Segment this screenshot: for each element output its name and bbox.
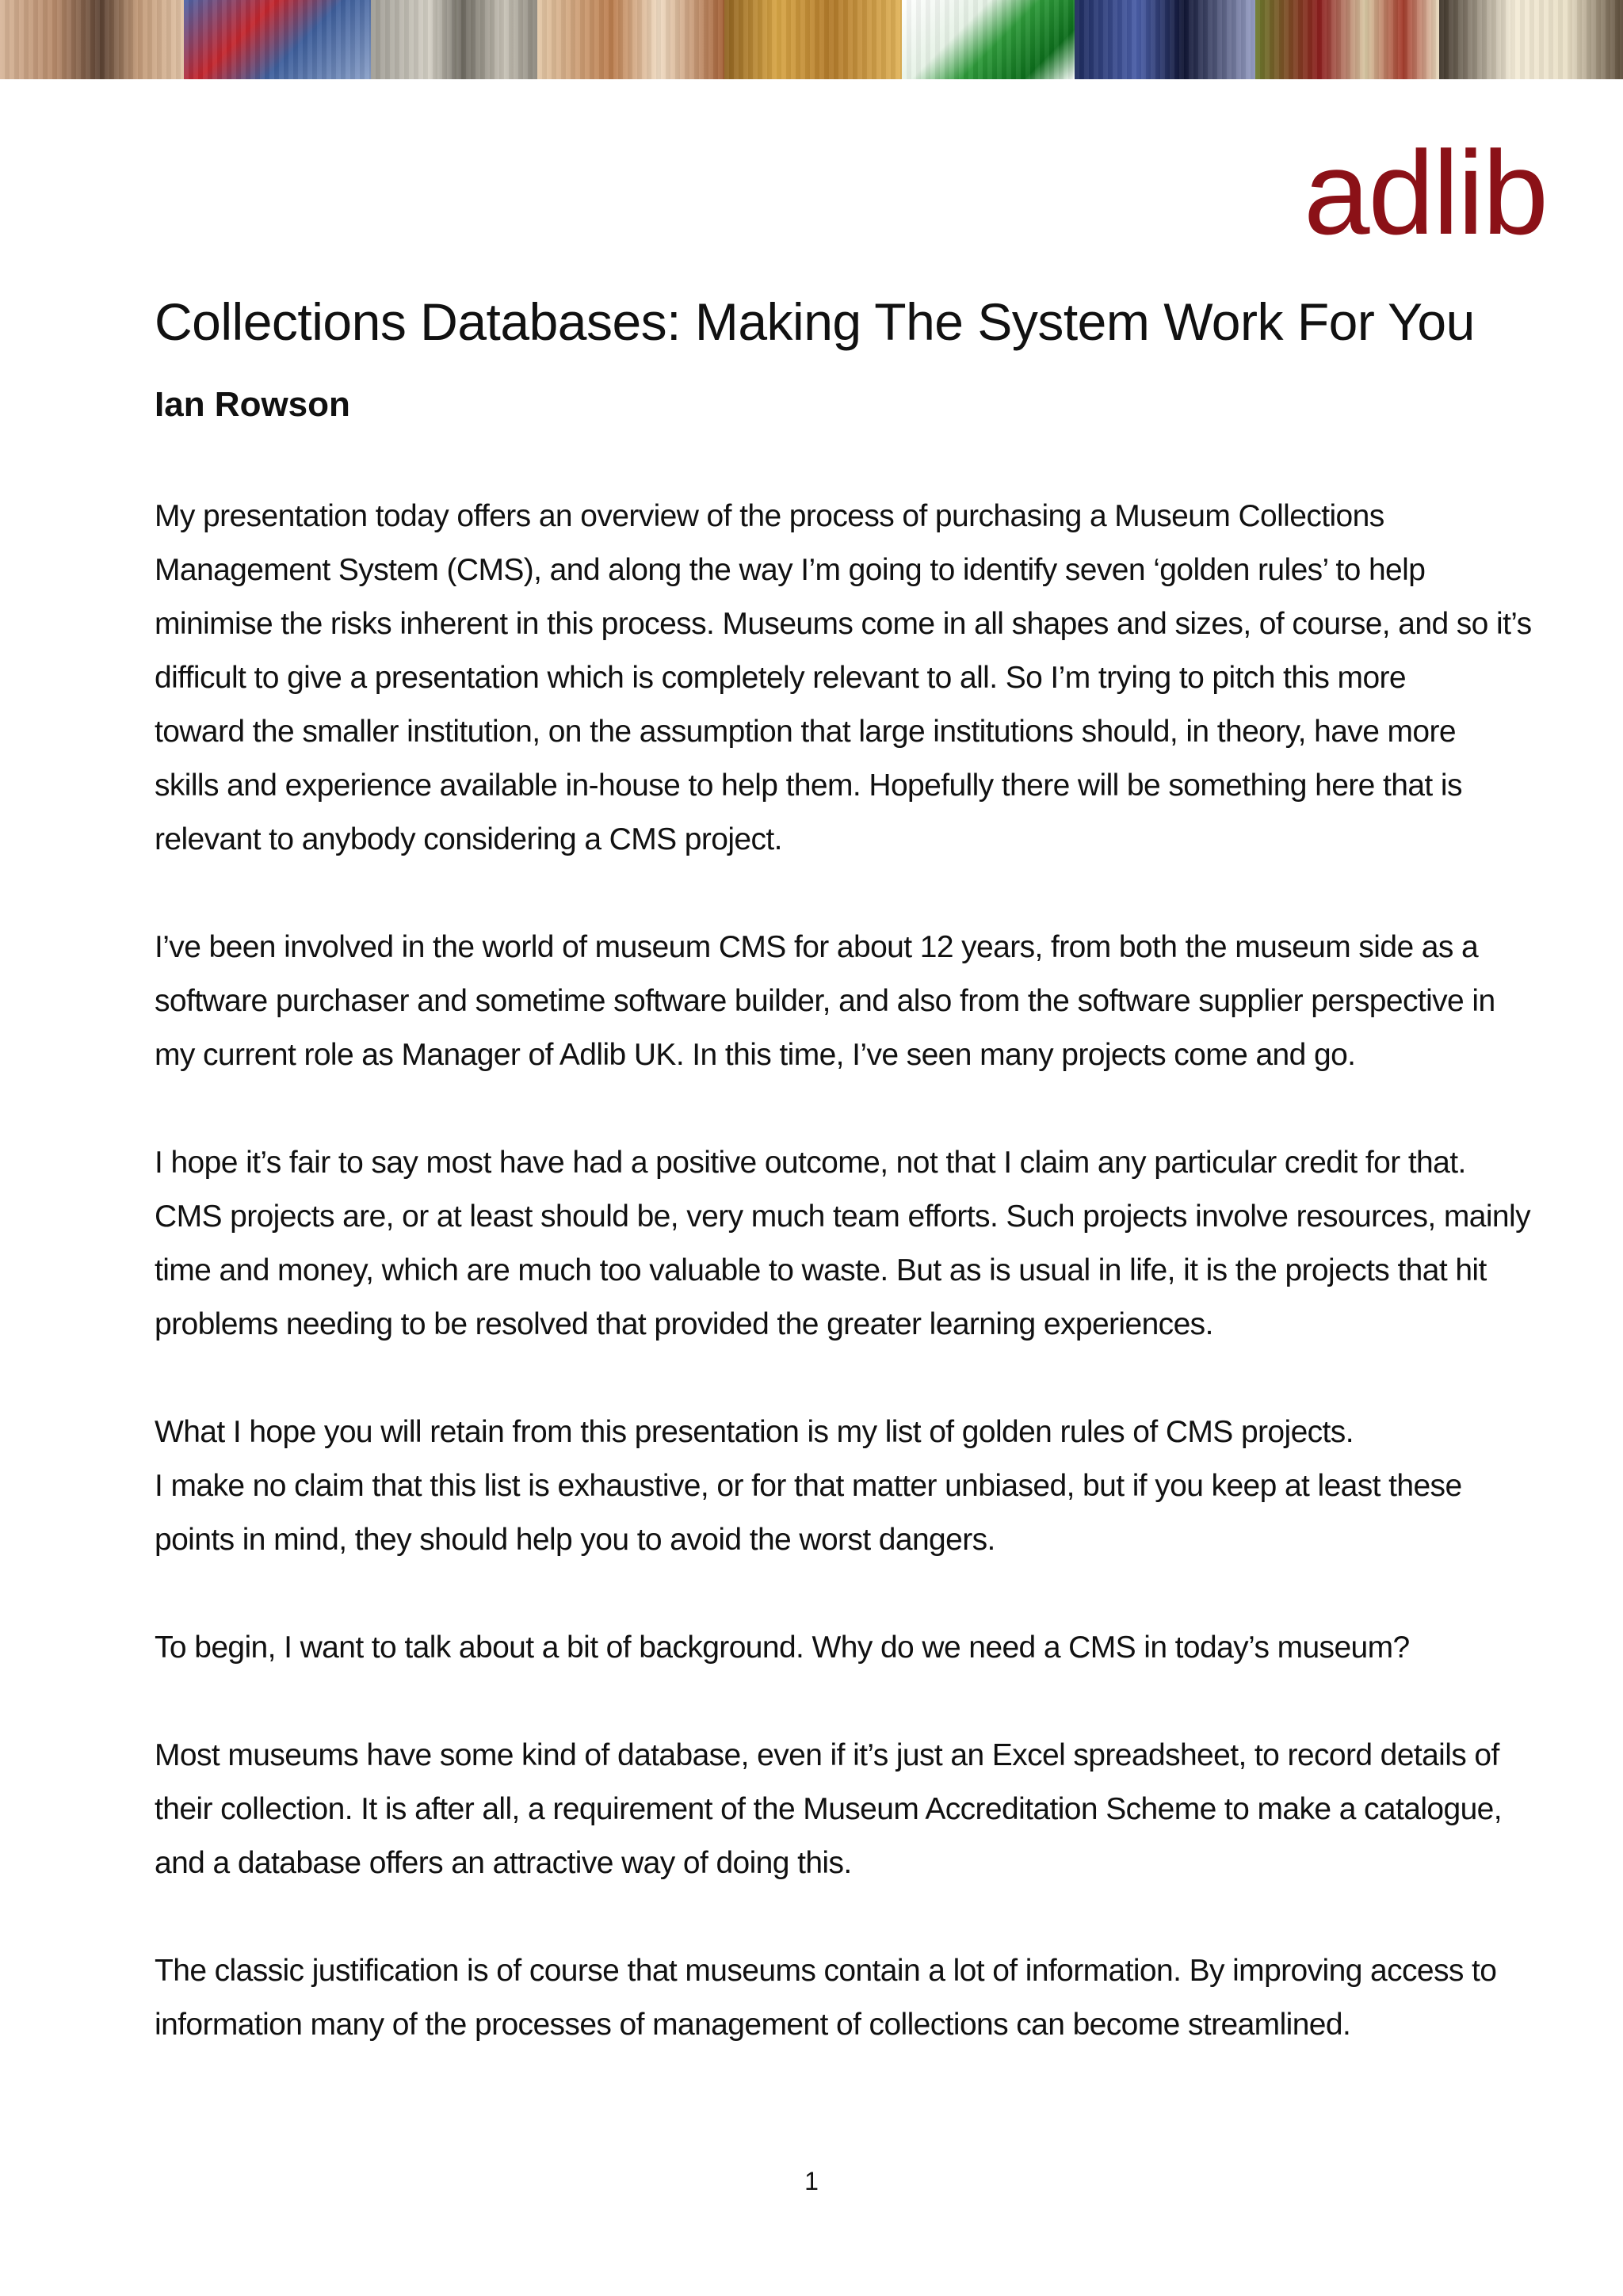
text-line: information many of the processes of management of collections can become streamlined. — [155, 2008, 1351, 2042]
card-index-drawers-image — [724, 0, 902, 79]
header-photo-strip — [0, 0, 1623, 79]
text-line: minimise the risks inherent in this process. Museums come in all shapes and sizes, of course, and so it’s — [155, 607, 1532, 641]
green-cubes-image — [902, 0, 1075, 79]
text-line: software purchaser and sometime software builder, and also from the software supplier perspective in — [155, 984, 1495, 1018]
text-line: Most museums have some kind of database, even if it’s just an Excel spreadsheet, to record details of — [155, 1738, 1499, 1772]
page-number: 1 — [804, 2167, 819, 2195]
paragraph-experience — [155, 921, 1495, 1082]
text-line: The classic justification is of course that museums contain a lot of information. By improving access to — [155, 1954, 1497, 1988]
text-line: Management System (CMS), and along the way I’m going to identify seven ‘golden rules’ to help — [155, 553, 1426, 587]
film-canister-image — [1075, 0, 1255, 79]
wax-seal-letter-image — [1255, 0, 1439, 79]
document-title: Collections Databases: Making The System Work For You — [155, 292, 1475, 351]
text-line: CMS projects are, or at least should be, very much team efforts. Such projects involve resources, mainly — [155, 1199, 1530, 1234]
carved-figures-image — [371, 0, 537, 79]
paragraph-databases — [155, 1729, 1502, 1890]
text-line: difficult to give a presentation which is completely relevant to all. So I’m trying to pitch this more — [155, 661, 1407, 695]
eye-photo-image — [0, 0, 184, 79]
text-line: skills and experience available in-house to help them. Hopefully there will be something here that is — [155, 769, 1462, 803]
paragraph-background — [155, 1621, 1486, 1675]
painting-fragment-image — [184, 0, 371, 79]
text-line: My presentation today offers an overview of the process of purchasing a Museum Collections — [155, 499, 1384, 533]
text-line: my current role as Manager of Adlib UK. In this time, I’ve seen many projects come and go. — [155, 1038, 1356, 1072]
paragraph-outcomes — [155, 1136, 1530, 1352]
text-line: I hope it’s fair to say most have had a positive outcome, not that I claim any particular credit for that. — [155, 1146, 1466, 1180]
text-line: I make no claim that this list is exhaustive, or for that matter unbiased, but if you keep at least these — [155, 1469, 1462, 1503]
author-name: Ian Rowson — [155, 385, 350, 424]
paper-scroll-image — [1439, 0, 1623, 79]
text-line: To begin, I want to talk about a bit of background. Why do we need a CMS in today’s museum? — [155, 1630, 1410, 1665]
text-line: time and money, which are much too valuable to waste. But as is usual in life, it is the projects that hit — [155, 1253, 1487, 1287]
text-line: points in mind, they should help you to avoid the worst dangers. — [155, 1523, 995, 1557]
paragraph-justification — [155, 1944, 1497, 2052]
text-line: relevant to anybody considering a CMS project. — [155, 822, 782, 856]
paragraph-intro — [155, 490, 1532, 867]
text-line: their collection. It is after all, a requirement of the Museum Accreditation Scheme to make a catalogue, — [155, 1792, 1502, 1826]
text-line: toward the smaller institution, on the assumption that large institutions should, in theory, have more — [155, 715, 1456, 749]
document-body — [155, 490, 1532, 2106]
adlib-logo: adlib — [1304, 126, 1547, 259]
text-line: I’ve been involved in the world of museum CMS for about 12 years, from both the museum side as a — [155, 930, 1479, 964]
text-line: What I hope you will retain from this presentation is my list of golden rules of CMS projects. — [155, 1415, 1354, 1449]
touching-hands-image — [537, 0, 724, 79]
text-line: problems needing to be resolved that provided the greater learning experiences. — [155, 1307, 1213, 1341]
text-line: and a database offers an attractive way of doing this. — [155, 1846, 852, 1880]
paragraph-golden-rules — [155, 1405, 1486, 1567]
